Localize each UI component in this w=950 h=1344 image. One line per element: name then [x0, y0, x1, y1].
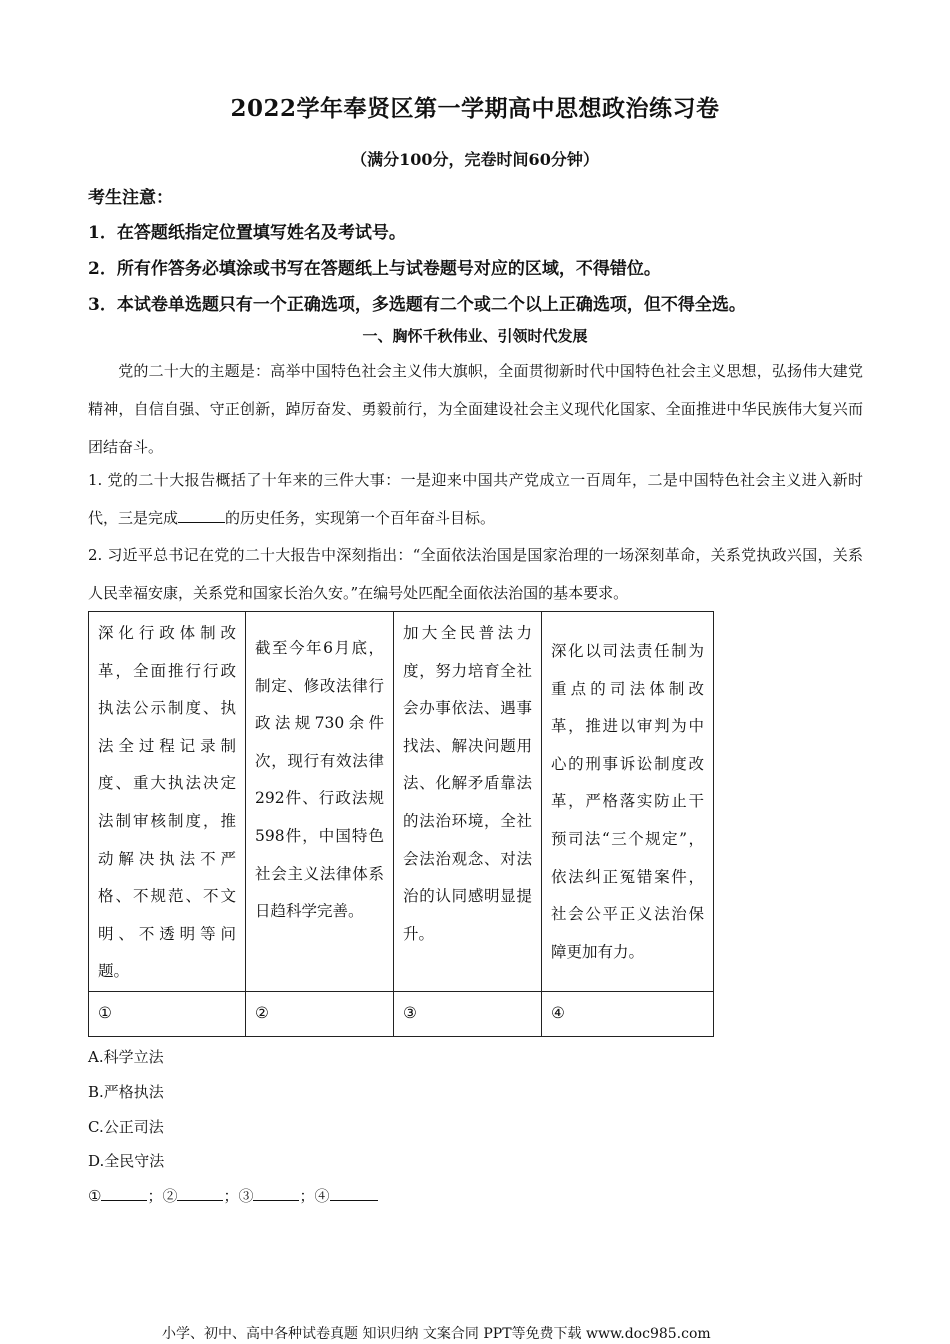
page-footer: 小学、初中、高中各种试卷真题 知识归纳 文案合同 PPT等免费下载 www.doc985.com — [162, 1326, 711, 1342]
notice-heading: 考生注意： — [88, 188, 173, 208]
answer-label: ；③ — [223, 1187, 254, 1205]
table-cell: 深化以司法责任制为重点的司法体制改革，推进以审判为中心的刑事诉讼制度改革，严格落实防止干预司法“三个规定”，依法纠正冤错案件，社会公平正义法治保障更加有力。 — [542, 612, 714, 992]
question-1-text-before: 1. 党的二十大报告概括了十年来的三件大事：一是迎来中国共产党成立一百周年，二是中国特色社会主义进入新时代，三是完成 — [88, 471, 863, 527]
option-d: D.全民守法 — [88, 1152, 165, 1170]
answer-label: ；④ — [299, 1187, 330, 1205]
question-2: 2. 习近平总书记在党的二十大报告中深刻指出：“全面依法治国是国家治理的一场深刻革命，关系党执政兴国，关系人民幸福安康，关系党和国家长治久安。”在编号处匹配全面依法治国的基本要求。 — [88, 546, 863, 602]
section-intro-text: 党的二十大的主题是：高举中国特色社会主义伟大旗帜，全面贯彻新时代中国特色社会主义思想，弘扬伟大建党精神，自信自强、守正创新，踔厉奋发、勇毅前行，为全面建设社会主义现代化国家、全面推进中华民族伟大复兴而团结奋斗。 — [88, 362, 863, 456]
notice-item: 1．在答题纸指定位置填写姓名及考试号。 — [88, 223, 406, 243]
requirements-table — [88, 611, 714, 1037]
section-heading: 一、胸怀千秋伟业、引领时代发展 — [362, 327, 588, 345]
table-cell: 加大全民普法力度，努力培育全社会办事依法、遇事找法、解决问题用法、化解矛盾靠法的法治环境，全社会法治观念、对法治的认同感明显提升。 — [394, 612, 542, 992]
table-number-cell: ② — [246, 991, 394, 1036]
notice-item: 3．本试卷单选题只有一个正确选项，多选题有二个或二个以上正确选项，但不得全选。 — [88, 295, 746, 315]
table-cell: 深化行政体制改革，全面推行行政执法公示制度、执法全过程记录制度、重大执法决定法制审核制度，推动解决执法不严格、不规范、不文明、不透明等问题。 — [89, 612, 246, 992]
table-cell: 截至今年6月底，制定、修改法律行政法规730余件次，现行有效法律292件、行政法规598件，中国特色社会主义法律体系日趋科学完善。 — [246, 612, 394, 992]
section-intro — [88, 352, 863, 466]
answer-blank-4[interactable] — [330, 1199, 378, 1201]
option-b: B.严格执法 — [88, 1083, 164, 1101]
option-c: C.公正司法 — [88, 1118, 164, 1136]
question-1-text-after: 的历史任务，实现第一个百年奋斗目标。 — [225, 509, 496, 527]
table-number-cell: ④ — [542, 991, 714, 1036]
answer-blank-1[interactable] — [101, 1199, 147, 1201]
question-1 — [88, 461, 863, 537]
answer-label: ① — [88, 1187, 102, 1205]
answer-line — [88, 1185, 378, 1206]
page-subtitle: （满分100分，完卷时间60分钟） — [351, 150, 599, 169]
answer-blank-3[interactable] — [253, 1199, 299, 1201]
option-a: A.科学立法 — [88, 1048, 164, 1066]
page-title: 2022学年奉贤区第一学期高中思想政治练习卷 — [230, 95, 720, 122]
table-number-cell: ③ — [394, 991, 542, 1036]
notice-item: 2．所有作答务必填涂或书写在答题纸上与试卷题号对应的区域，不得错位。 — [88, 259, 661, 279]
answer-label: ；② — [147, 1187, 178, 1205]
answer-blank-2[interactable] — [177, 1199, 223, 1201]
question-1-blank[interactable] — [178, 521, 225, 523]
table-number-cell: ① — [89, 991, 246, 1036]
